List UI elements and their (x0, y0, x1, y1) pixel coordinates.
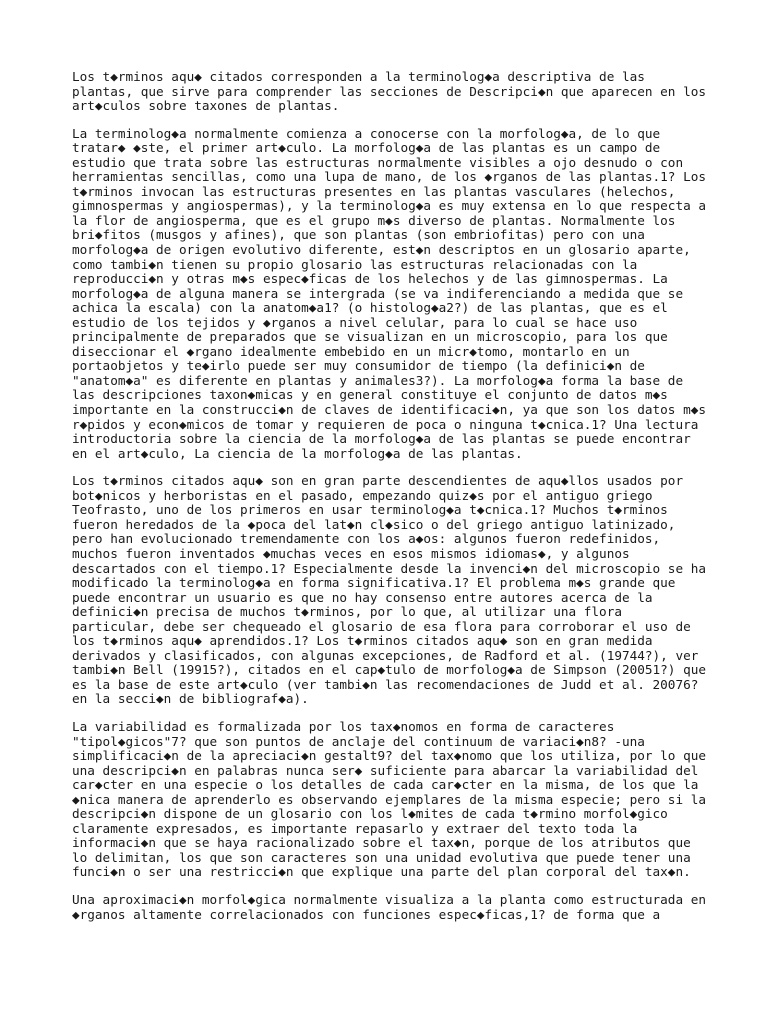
text-line: r◆pidos y econ◆micos de tomar y requieren de poca o ninguna t◆cnica.1? Una lectura (72, 416, 699, 432)
text-line: car◆cter en una especie o los detalles de cada car◆cter en la misma, de los que la (72, 777, 699, 793)
text-line: diseccionar el ◆rgano idealmente embebido en un micr◆tomo, montarlo en un (72, 343, 630, 359)
text-line: "anatom◆a" es diferente en plantas y animales3?). La morfolog◆a forma la base de (72, 372, 684, 388)
paragraph-3 (72, 474, 712, 707)
text-line: t◆rminos invocan las estructuras presentes en las plantas vasculares (helechos, (72, 183, 676, 199)
text-line: portaobjetos y te◆irlo puede ser muy consumidor de tiempo (la definici◆n de (72, 358, 645, 374)
text-line: puede encontrar un usuario es que no hay consenso entre autores acerca de la (72, 589, 653, 605)
text-line: achica la escala) con la anatom◆a1? (o histolog◆a2?) de las plantas, que es el (72, 300, 668, 316)
text-line: reproducci◆n y otras m◆s espec◆ficas de los helechos y de las gimnospermas. La (72, 271, 668, 287)
text-line: tambi◆n Bell (19915?), citados en el cap◆tulo de morfolog◆a de Simpson (20051?) que (72, 662, 706, 678)
text-line: herramientas sencillas, como una lupa de mano, de los ◆rganos de las plantas.1? Los (72, 169, 706, 185)
text-line: bot◆nicos y herboristas en el pasado, empezando quiz◆s por el antiguo griego (72, 487, 653, 503)
text-line: "tipol◆gicos"7? que son puntos de anclaje del continuum de variaci◆n8? -una (72, 733, 645, 749)
text-line: pero han evolucionado tremendamente con los a◆os: algunos fueron redefinidos, (72, 531, 661, 547)
paragraph-4 (72, 720, 712, 880)
text-line: muchos fueron inventados ◆muchas veces en esos mismos idiomas◆, y algunos (72, 545, 630, 561)
text-line: los t◆rminos aqu◆ aprendidos.1? Los t◆rminos citados aqu◆ son en gran medida (72, 633, 653, 649)
text-line: claramente expresados, es importante repasarlo y extraer del texto toda la (72, 820, 638, 836)
text-line: la flor de angiosperma, que es el grupo m◆s diverso de plantas. Normalmente los (72, 212, 676, 228)
text-line: lo delimitan, los que son caracteres son una unidad evolutiva que puede tener una (72, 849, 691, 865)
text-line: definici◆n precisa de muchos t◆rminos, por lo que, al utilizar una flora (72, 604, 622, 620)
paragraph-1 (72, 70, 712, 114)
text-line: fueron heredados de la ◆poca del lat◆n cl◆sico o del griego antiguo latinizado, (72, 516, 676, 532)
text-line: Una aproximaci◆n morfol◆gica normalmente visualiza a la planta como estructurada en (72, 891, 706, 907)
text-line: descartados con el tiempo.1? Especialmente desde la invenci◆n del microscopio se ha (72, 560, 706, 576)
text-line: funci◆n o ser una restricci◆n que explique una parte del plan corporal del tax◆n. (72, 864, 691, 880)
text-line: importante en la construcci◆n de claves de identificaci◆n, ya que son los datos m◆s (72, 402, 706, 418)
text-line: estudio de los tejidos y ◆rganos a nivel celular, para lo cual se hace uso (72, 314, 638, 330)
text-line: es la base de este art◆culo (ver tambi◆n las recomendaciones de Judd et al. 20076? (72, 676, 699, 692)
text-line: plantas, que sirve para comprender las secciones de Descripci◆n que aparecen en los (72, 83, 706, 99)
text-line: La terminolog◆a normalmente comienza a conocerse con la morfolog◆a, de lo que (72, 125, 661, 141)
text-line: en el art◆culo, La ciencia de la morfolog◆a de las plantas. (72, 445, 523, 461)
text-line: ◆nica manera de aprenderlo es observando ejemplares de la misma especie; pero si la (72, 791, 706, 807)
text-line: gimnospermas y angiospermas), y la terminolog◆a es muy extensa en lo que respecta a (72, 198, 706, 214)
text-line: morfolog◆a de origen evolutivo diferente, est◆n descriptos en un glosario aparte, (72, 242, 691, 258)
text-line: morfolog◆a de alguna manera se intergrada (se va indiferenciando a medida que se (72, 285, 684, 301)
paragraph-5 (72, 893, 712, 922)
text-line: Los t◆rminos citados aqu◆ son en gran parte descendientes de aqu◆llos usados por (72, 473, 684, 489)
text-line: descripci◆n dispone de un glosario con los l◆mites de cada t◆rmino morfol◆gico (72, 806, 668, 822)
text-line: Los t◆rminos aqu◆ citados corresponden a la terminolog◆a descriptiva de las (72, 69, 645, 84)
text-line: particular, debe ser chequeado el glosario de esa flora para corroborar el uso de (72, 618, 691, 634)
text-line: ◆rganos altamente correlacionados con funciones espec◆ficas,1? de forma que a (72, 906, 661, 922)
text-line: La variabilidad es formalizada por los tax◆nomos en forma de caracteres (72, 718, 615, 734)
text-line: modificado la terminolog◆a en forma significativa.1? El problema m◆s grande que (72, 575, 676, 591)
text-line: principalmente de preparados que se visualizan en un microscopio, para los que (72, 329, 668, 345)
text-line: estudio que trata sobre las estructuras normalmente visibles a ojo desnudo o con (72, 154, 684, 170)
text-line: tratar◆ ◆ste, el primer art◆culo. La morfolog◆a de las plantas es un campo de (72, 140, 661, 156)
text-line: una descripci◆n en palabras nunca ser◆ suficiente para abarcar la variabilidad del (72, 762, 699, 778)
text-line: bri◆fitos (musgos y afines), que son plantas (son embriofitas) pero con una (72, 227, 645, 243)
text-line: derivados y clasificados, con algunas excepciones, de Radford et al. (19744?), ver (72, 647, 699, 663)
document-page (72, 70, 712, 935)
text-line: las descripciones taxon◆micas y en general constituye el conjunto de datos m◆s (72, 387, 668, 403)
text-line: en la secci◆n de bibliograf◆a). (72, 691, 309, 707)
text-line: como tambi◆n tienen su propio glosario las estructuras relacionadas con la (72, 256, 638, 272)
text-line: introductoria sobre la ciencia de la morfolog◆a de las plantas se puede encontrar (72, 431, 691, 447)
paragraph-2 (72, 127, 712, 462)
text-line: art◆culos sobre taxones de plantas. (72, 98, 340, 114)
text-line: simplificaci◆n de la apreciaci◆n gestalt9? del tax◆nomo que los utiliza, por lo que (72, 748, 706, 764)
text-line: informaci◆n que se haya racionalizado sobre el tax◆n, porque de los atributos que (72, 835, 691, 851)
text-line: Teofrasto, uno de los primeros en usar terminolog◆a t◆cnica.1? Muchos t◆rminos (72, 502, 668, 518)
